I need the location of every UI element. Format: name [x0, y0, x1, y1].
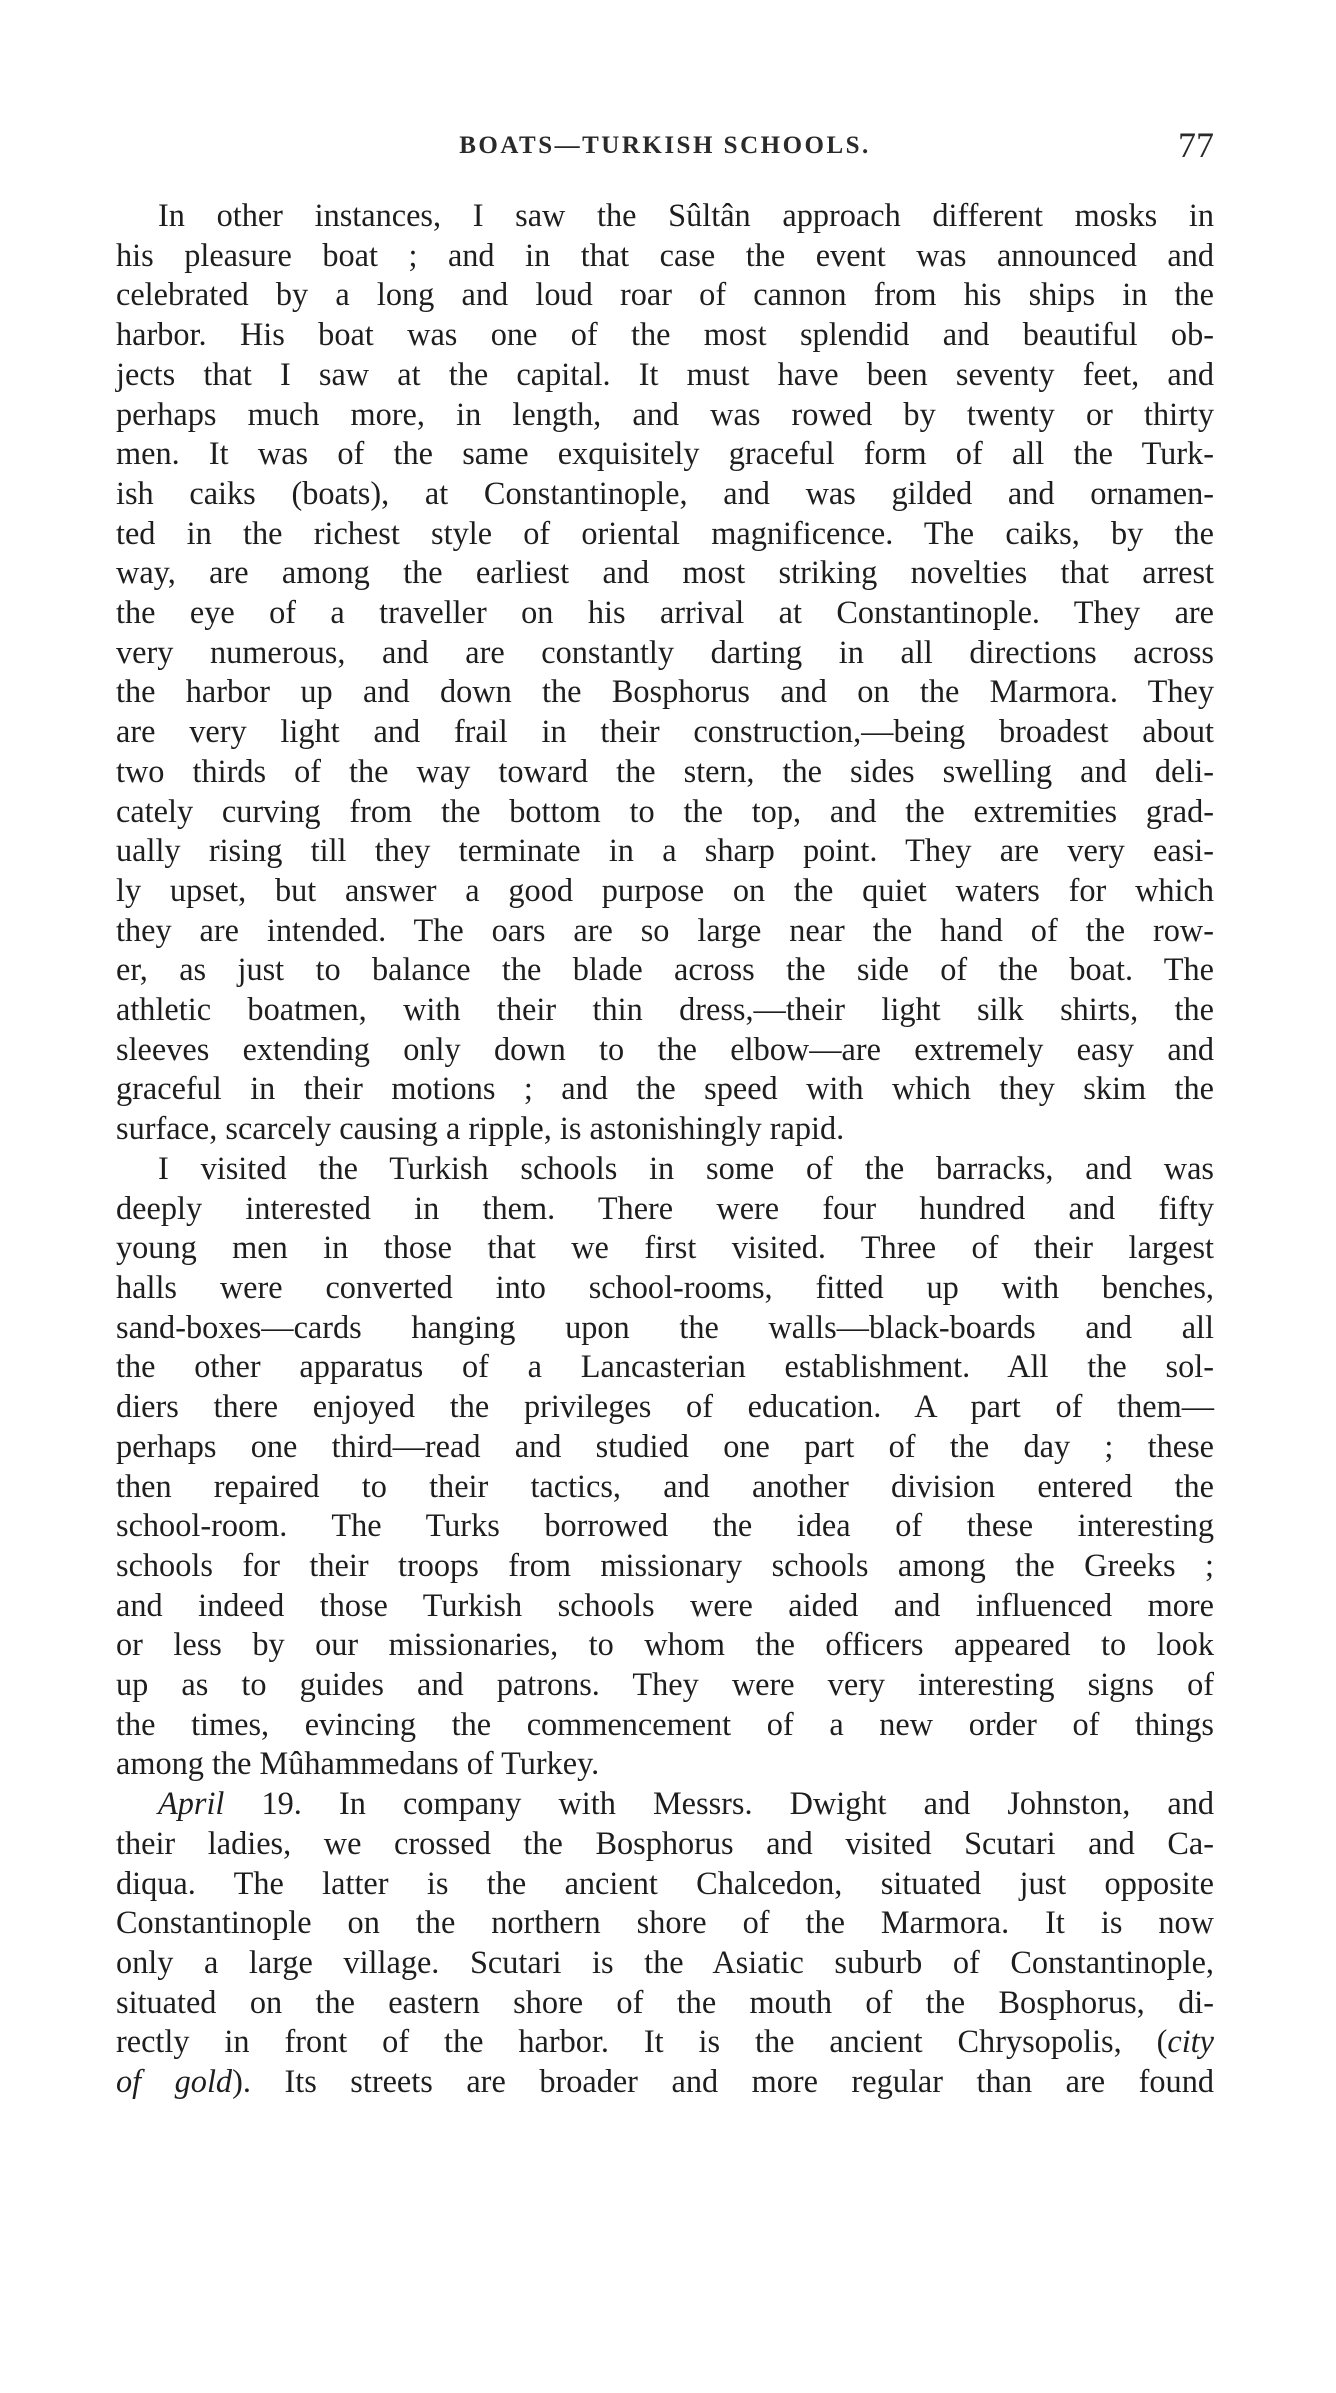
- paragraph-schools: [116, 1149, 1214, 1784]
- text-line: very numerous, and are constantly darting in all directions across: [116, 633, 1214, 670]
- paragraph-caiks: [116, 196, 1214, 1149]
- text-line: situated on the eastern shore of the mouth of the Bosphorus, di-: [116, 1983, 1214, 2020]
- text-line: school-room. The Turks borrowed the idea of these interesting: [116, 1507, 1214, 1544]
- text-line: the eye of a traveller on his arrival at Constantinople. They are: [116, 594, 1214, 631]
- text-line: young men in those that we first visited. Three of their largest: [116, 1229, 1214, 1266]
- text-line: ted in the richest style of oriental magnificence. The caiks, by the: [116, 514, 1214, 551]
- text-line: men. It was of the same exquisitely graceful form of all the Turk-: [116, 435, 1214, 472]
- text-line: their ladies, we crossed the Bosphorus and visited Scutari and Ca-: [116, 1824, 1214, 1861]
- text-line: deeply interested in them. There were four hundred and fifty: [116, 1189, 1214, 1226]
- text-line: up as to guides and patrons. They were very interesting signs of: [116, 1666, 1214, 1703]
- text-line: halls were converted into school-rooms, fitted up with benches,: [116, 1268, 1214, 1305]
- text-line: they are intended. The oars are so large near the hand of the row-: [116, 911, 1214, 948]
- text-line: In other instances, I saw the Sûltân approach different mosks in: [158, 197, 1214, 233]
- text-line: er, as just to balance the blade across the side of the boat. The: [116, 951, 1214, 988]
- text-line: [116, 1784, 1214, 1824]
- text-line: diers there enjoyed the privileges of education. A part of them—: [116, 1388, 1214, 1425]
- italic-phrase: of gold: [116, 2063, 233, 2100]
- page-number: 77: [1178, 125, 1214, 165]
- running-head: [116, 124, 1214, 172]
- text-line: surface, scarcely causing a ripple, is astonishingly rapid.: [116, 1110, 845, 1147]
- text-segment: 19. In company with Messrs. Dwight and Johnston, and: [224, 1785, 1214, 1822]
- text-line: jects that I saw at the capital. It must have been seventy feet, and: [116, 355, 1214, 392]
- text-line: [116, 2062, 1214, 2102]
- text-line: the other apparatus of a Lancasterian establishment. All the sol-: [116, 1348, 1214, 1385]
- text-line: are very light and frail in their construction,—being broadest about: [116, 713, 1214, 750]
- text-line: schools for their troops from missionary schools among the Greeks ;: [116, 1546, 1214, 1583]
- text-line: among the Mûhammedans of Turkey.: [116, 1745, 600, 1782]
- text-line: I visited the Turkish schools in some of the barracks, and was: [158, 1149, 1214, 1186]
- text-line: or less by our missionaries, to whom the officers appeared to look: [116, 1626, 1214, 1663]
- text-line: diqua. The latter is the ancient Chalcedon, situated just opposite: [116, 1864, 1214, 1901]
- date-italic: April: [158, 1785, 225, 1822]
- text-line: sleeves extending only down to the elbow—are extremely easy and: [116, 1030, 1214, 1067]
- text-line: only a large village. Scutari is the Asiatic suburb of Constantinople,: [116, 1943, 1214, 1980]
- running-title: BOATS—TURKISH SCHOOLS.: [459, 132, 871, 159]
- text-line: way, are among the earliest and most striking novelties that arrest: [116, 554, 1214, 591]
- text-line: his pleasure boat ; and in that case the event was announced and: [116, 236, 1214, 273]
- text-line: cately curving from the bottom to the top, and the extremities grad-: [116, 792, 1214, 829]
- italic-phrase: city: [1167, 2023, 1214, 2060]
- text-line: sand-boxes—cards hanging upon the walls—black-boards and all: [116, 1308, 1214, 1345]
- text-line: two thirds of the way toward the stern, the sides swelling and deli-: [116, 752, 1214, 789]
- paragraph-april-19: [116, 1784, 1214, 2102]
- text-line: athletic boatmen, with their thin dress,—their light silk shirts, the: [116, 991, 1214, 1028]
- text-segment: rectly in front of the harbor. It is the ancient Chrysopolis, (: [116, 2023, 1168, 2060]
- text-line: then repaired to their tactics, and another division entered the: [116, 1467, 1214, 1504]
- text-line: ly upset, but answer a good purpose on the quiet waters for which: [116, 871, 1214, 908]
- text-line: [116, 2022, 1214, 2062]
- text-line: and indeed those Turkish schools were aided and influenced more: [116, 1586, 1214, 1623]
- text-line: Constantinople on the northern shore of the Marmora. It is now: [116, 1904, 1214, 1941]
- text-line: ish caiks (boats), at Constantinople, and was gilded and ornamen-: [116, 474, 1214, 511]
- body-text: [116, 196, 1214, 2102]
- text-line: celebrated by a long and loud roar of cannon from his ships in the: [116, 276, 1214, 313]
- text-line: harbor. His boat was one of the most splendid and beautiful ob-: [116, 316, 1214, 353]
- text-segment: ). Its streets are broader and more regular than are found: [232, 2063, 1215, 2100]
- text-line: the times, evincing the commencement of a new order of things: [116, 1705, 1214, 1742]
- text-line: perhaps much more, in length, and was rowed by twenty or thirty: [116, 395, 1214, 432]
- text-line: the harbor up and down the Bosphorus and on the Marmora. They: [116, 673, 1214, 710]
- text-line: perhaps one third—read and studied one part of the day ; these: [116, 1427, 1214, 1464]
- text-line: graceful in their motions ; and the speed with which they skim the: [116, 1070, 1214, 1107]
- text-line: ually rising till they terminate in a sharp point. They are very easi-: [116, 832, 1214, 869]
